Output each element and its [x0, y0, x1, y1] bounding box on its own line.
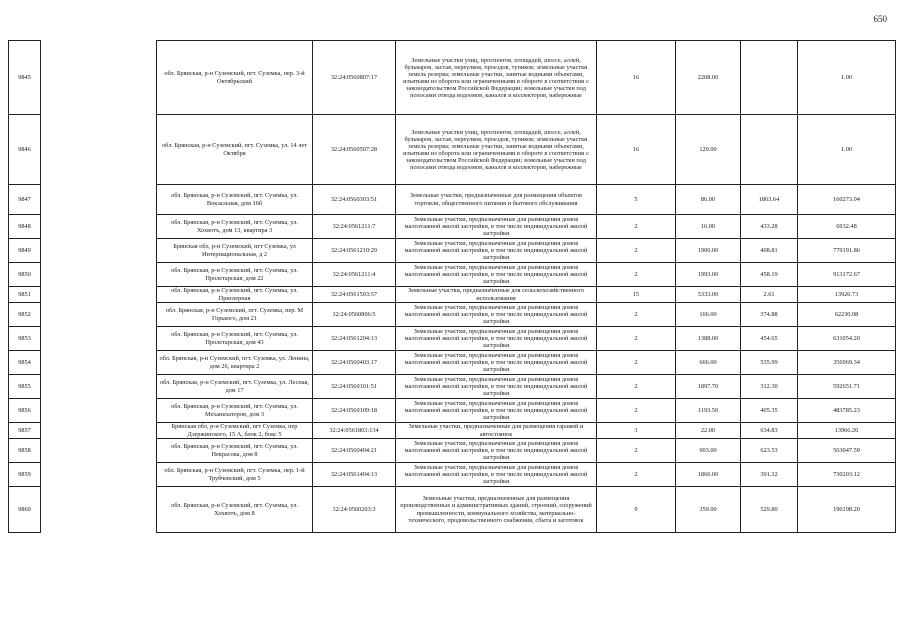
table-row — [9, 399, 896, 423]
table-row — [9, 327, 896, 351]
cadastral-number-cell: 32:24:0560403:17 — [313, 351, 396, 375]
table-row — [9, 185, 896, 215]
spacer-cell — [41, 399, 157, 423]
land-use-category-cell: Земельные участки, предназначенные для сельскохозяйственного использования — [396, 287, 597, 303]
table-row — [9, 303, 896, 327]
table-row — [9, 375, 896, 399]
group-number-cell: 2 — [597, 399, 676, 423]
land-use-category-cell: Земельные участки, предназначенные для размещения домов малоэтажной жилой застройки, в том числе индивидуальной жилой застройки — [396, 327, 597, 351]
spacer-cell — [41, 351, 157, 375]
land-use-category-cell: Земельные участки, предназначенные для размещения домов малоэтажной жилой застройки, в том числе индивидуальной жилой застройки — [396, 239, 597, 263]
address-cell: обл. Брянская, р-н Суземский, пгт. Суземка, ул. 14 лет Октября — [157, 115, 313, 185]
spacer-cell — [41, 215, 157, 239]
row-number-cell: 9845 — [9, 41, 41, 115]
specific-value-cell: 454.65 — [741, 327, 798, 351]
spacer-cell — [41, 487, 157, 533]
land-use-category-cell: Земельные участки, предназначенные для размещения домов малоэтажной жилой застройки, в том числе индивидуальной жилой застройки — [396, 263, 597, 287]
specific-value-cell: 458.19 — [741, 263, 798, 287]
row-number-cell: 9860 — [9, 487, 41, 533]
specific-value-cell: 1863.64 — [741, 185, 798, 215]
land-use-category-cell: Земельные участки улиц, проспектов, площадей, шоссе, аллей, бульваров, застав, переулков, проездов, тупиков; земельные участки земель резерва; земельные участки, занятые водными объектами, изъятыми из оборота или ограниченными в обороте в соответствии с законодательством Российской Федерации; земельные участки под полосами отвода водоемов, каналов и коллекторов, набережные — [396, 41, 597, 115]
cadastral-number-cell: 32:24:0561211:7 — [313, 215, 396, 239]
area-cell: 1866.00 — [676, 463, 741, 487]
land-use-category-cell: Земельные участки, предназначенные для размещения домов малоэтажной жилой застройки, в том числе индивидуальной жилой застройки — [396, 215, 597, 239]
address-cell: обл. Брянская, р-н Суземский, пгт. Суземка, ул. Механизаторов, дом 3 — [157, 399, 313, 423]
cadastral-number-cell: 32:24:0561803:134 — [313, 423, 396, 439]
address-cell: обл. Брянская, р-н Суземский, пгт. Суземка, ул. Пролетарская, дом 43 — [157, 327, 313, 351]
area-cell: 166.00 — [676, 303, 741, 327]
row-number-cell: 9851 — [9, 287, 41, 303]
group-number-cell: 5 — [597, 185, 676, 215]
cadastral-number-cell: 32:24:0560807:17 — [313, 41, 396, 115]
table-row — [9, 287, 896, 303]
specific-value-cell: 529.80 — [741, 487, 798, 533]
cadastral-number-cell: 32:24:0560507:28 — [313, 115, 396, 185]
land-use-category-cell: Земельные участки, предназначенные для размещения производственных и административных зданий, строений, сооружений промышленности, коммунального хозяйства, материально-технического, продовольственного снабжения, сбыта и заготовок — [396, 487, 597, 533]
cadastral-number-cell: 32:24:0561204:13 — [313, 327, 396, 351]
row-number-cell: 9846 — [9, 115, 41, 185]
group-number-cell: 2 — [597, 239, 676, 263]
table-row — [9, 463, 896, 487]
row-number-cell: 9858 — [9, 439, 41, 463]
cadastral-value-cell: 913172.67 — [798, 263, 896, 287]
land-use-category-cell: Земельные участки, предназначенные для размещения объектов торговли, общественного питания и бытового обслуживания — [396, 185, 597, 215]
spacer-cell — [41, 303, 157, 327]
specific-value-cell: 634.83 — [741, 423, 798, 439]
land-use-category-cell: Земельные участки, предназначенные для размещения гаражей и автостоянок — [396, 423, 597, 439]
area-cell: 1993.00 — [676, 263, 741, 287]
cadastral-number-cell: 32:24:0561503:57 — [313, 287, 396, 303]
address-cell: Брянская обл, р-н Суземский, пгт Суземка, ул Интернациональная, д 2 — [157, 239, 313, 263]
group-number-cell: 2 — [597, 303, 676, 327]
row-number-cell: 9859 — [9, 463, 41, 487]
cadastral-value-cell: 6932.48 — [798, 215, 896, 239]
area-cell: 22.00 — [676, 423, 741, 439]
group-number-cell: 2 — [597, 439, 676, 463]
spacer-cell — [41, 41, 157, 115]
cadastral-number-cell: 32:24:0561404:13 — [313, 463, 396, 487]
cadastral-value-cell: 1.00 — [798, 41, 896, 115]
address-cell: обл. Брянская, р-н Суземский, пгт. Суземка, ул. Хохвотъ, дом 13, квартира 3 — [157, 215, 313, 239]
table-row — [9, 115, 896, 185]
area-cell: 129.00 — [676, 115, 741, 185]
group-number-cell: 16 — [597, 41, 676, 115]
specific-value-cell: 312.30 — [741, 375, 798, 399]
address-cell: обл. Брянская, р-н Суземский, пгт. Суземка, ул. Вокзальная, дом 16б — [157, 185, 313, 215]
area-cell: 666.00 — [676, 351, 741, 375]
land-use-category-cell: Земельные участки, предназначенные для размещения домов малоэтажной жилой застройки, в том числе индивидуальной жилой застройки — [396, 303, 597, 327]
row-number-cell: 9852 — [9, 303, 41, 327]
cadastral-number-cell: 32:24:0560404:21 — [313, 439, 396, 463]
cadastral-number-cell: 32:24:0560109:18 — [313, 399, 396, 423]
cadastral-value-cell: 356969.34 — [798, 351, 896, 375]
cadastral-value-cell: 592651.71 — [798, 375, 896, 399]
table-row — [9, 263, 896, 287]
row-number-cell: 9856 — [9, 399, 41, 423]
specific-value-cell — [741, 115, 798, 185]
spacer-cell — [41, 263, 157, 287]
area-cell: 86.00 — [676, 185, 741, 215]
spacer-cell — [41, 239, 157, 263]
address-cell: обл. Брянская, р-н Суземский, пгт. Суземка, ул. Некрасова, дом 8 — [157, 439, 313, 463]
row-number-cell: 9854 — [9, 351, 41, 375]
area-cell: 5333.00 — [676, 287, 741, 303]
row-number-cell: 9848 — [9, 215, 41, 239]
cadastral-value-cell: 483785.23 — [798, 399, 896, 423]
area-cell: 16.00 — [676, 215, 741, 239]
row-number-cell: 9857 — [9, 423, 41, 439]
area-cell: 359.00 — [676, 487, 741, 533]
cadastral-value-cell: 13966.26 — [798, 423, 896, 439]
row-number-cell: 9855 — [9, 375, 41, 399]
spacer-cell — [41, 439, 157, 463]
land-use-category-cell: Земельные участки, предназначенные для размещения домов малоэтажной жилой застройки, в том числе индивидуальной жилой застройки — [396, 375, 597, 399]
specific-value-cell: 2.61 — [741, 287, 798, 303]
specific-value-cell: 535.99 — [741, 351, 798, 375]
page-number: 650 — [873, 14, 887, 24]
address-cell: обл. Брянская, р-н Суземский, пгт. Суземка, пер. М Горького, дом 21 — [157, 303, 313, 327]
table-row — [9, 351, 896, 375]
cadastral-number-cell: 32:24:0560806:5 — [313, 303, 396, 327]
row-number-cell: 9850 — [9, 263, 41, 287]
area-cell: 1906.00 — [676, 239, 741, 263]
spacer-cell — [41, 115, 157, 185]
row-number-cell: 9849 — [9, 239, 41, 263]
area-cell: 1897.70 — [676, 375, 741, 399]
group-number-cell: 2 — [597, 263, 676, 287]
specific-value-cell: 391.32 — [741, 463, 798, 487]
cadastral-value-cell: 779191.86 — [798, 239, 896, 263]
specific-value-cell: 433.28 — [741, 215, 798, 239]
cadastral-value-cell: 13920.73 — [798, 287, 896, 303]
address-cell: обл. Брянская, р-н Суземский, пгт. Суземка, пер. 3-й Октябрьский — [157, 41, 313, 115]
land-use-category-cell: Земельные участки, предназначенные для размещения домов малоэтажной жилой застройки, в том числе индивидуальной жилой застройки — [396, 463, 597, 487]
spacer-cell — [41, 423, 157, 439]
address-cell: обл. Брянская, р-н Суземский, пгт. Суземка, ул. Ленина, дом 26, квартира 2 — [157, 351, 313, 375]
group-number-cell: 2 — [597, 351, 676, 375]
table-row — [9, 239, 896, 263]
address-cell: обл. Брянская, р-н Суземский, пгт. Суземка, ул. Приозерная — [157, 287, 313, 303]
group-number-cell: 2 — [597, 463, 676, 487]
row-number-cell: 9847 — [9, 185, 41, 215]
cadastral-value-table — [8, 40, 896, 533]
specific-value-cell: 405.35 — [741, 399, 798, 423]
address-cell: обл. Брянская, р-н Суземский, пгт. Суземка, ул. Пролетарская, дом 22 — [157, 263, 313, 287]
address-cell: обл. Брянская, р-н Суземский, пгт. Суземка, ул. Лесная, дом 17 — [157, 375, 313, 399]
specific-value-cell: 408.81 — [741, 239, 798, 263]
cadastral-value-cell: 1.00 — [798, 115, 896, 185]
group-number-cell: 3 — [597, 423, 676, 439]
land-use-category-cell: Земельные участки, предназначенные для размещения домов малоэтажной жилой застройки, в том числе индивидуальной жилой застройки — [396, 399, 597, 423]
table-row — [9, 423, 896, 439]
land-use-category-cell: Земельные участки улиц, проспектов, площадей, шоссе, аллей, бульваров, застав, переулков, проездов, тупиков; земельные участки земель резерва; земельные участки, занятые водными объектами, изъятыми из оборота или ограниченными в обороте в соответствии с законодательством Российской Федерации; земельные участки под полосами отвода водоемов, каналов и коллекторов, набережные — [396, 115, 597, 185]
table-row — [9, 215, 896, 239]
spacer-cell — [41, 327, 157, 351]
spacer-cell — [41, 375, 157, 399]
group-number-cell: 9 — [597, 487, 676, 533]
cadastral-number-cell: 32:24:0560203:3 — [313, 487, 396, 533]
land-use-category-cell: Земельные участки, предназначенные для размещения домов малоэтажной жилой застройки, в том числе индивидуальной жилой застройки — [396, 351, 597, 375]
spacer-cell — [41, 463, 157, 487]
cadastral-number-cell: 32:24:0561211:4 — [313, 263, 396, 287]
table-row — [9, 487, 896, 533]
address-cell: обл. Брянская, р-н Суземский, пгт. Суземка, пер. 1-й Трубчевский, дом 5 — [157, 463, 313, 487]
table-row — [9, 439, 896, 463]
cadastral-value-cell: 62230.08 — [798, 303, 896, 327]
area-cell: 1388.00 — [676, 327, 741, 351]
specific-value-cell — [741, 41, 798, 115]
group-number-cell: 2 — [597, 375, 676, 399]
cadastral-value-cell: 160273.04 — [798, 185, 896, 215]
area-cell: 1193.50 — [676, 399, 741, 423]
cadastral-number-cell: 32:24:0561210:29 — [313, 239, 396, 263]
specific-value-cell: 623.53 — [741, 439, 798, 463]
land-use-category-cell: Земельные участки, предназначенные для размещения домов малоэтажной жилой застройки, в том числе индивидуальной жилой застройки — [396, 439, 597, 463]
address-cell: обл. Брянская, р-н Суземский, пгт. Суземка, ул. Хохвотъ, дом 8 — [157, 487, 313, 533]
specific-value-cell: 374.88 — [741, 303, 798, 327]
cadastral-value-cell: 563047.59 — [798, 439, 896, 463]
cadastral-value-cell: 631054.20 — [798, 327, 896, 351]
group-number-cell: 16 — [597, 115, 676, 185]
group-number-cell: 15 — [597, 287, 676, 303]
table-row — [9, 41, 896, 115]
area-cell: 903.00 — [676, 439, 741, 463]
cadastral-value-cell: 190198.20 — [798, 487, 896, 533]
area-cell: 2208.00 — [676, 41, 741, 115]
spacer-cell — [41, 287, 157, 303]
spacer-cell — [41, 185, 157, 215]
row-number-cell: 9853 — [9, 327, 41, 351]
cadastral-number-cell: 32:24:0560101:51 — [313, 375, 396, 399]
address-cell: Брянская обл, р-н Суземский, пгт Суземка, пер Дзержинского, 15 А, блок 2, бокс 5 — [157, 423, 313, 439]
cadastral-number-cell: 32:24:0560303:51 — [313, 185, 396, 215]
group-number-cell: 2 — [597, 215, 676, 239]
table-body — [9, 41, 896, 533]
group-number-cell: 2 — [597, 327, 676, 351]
cadastral-value-cell: 730203.12 — [798, 463, 896, 487]
